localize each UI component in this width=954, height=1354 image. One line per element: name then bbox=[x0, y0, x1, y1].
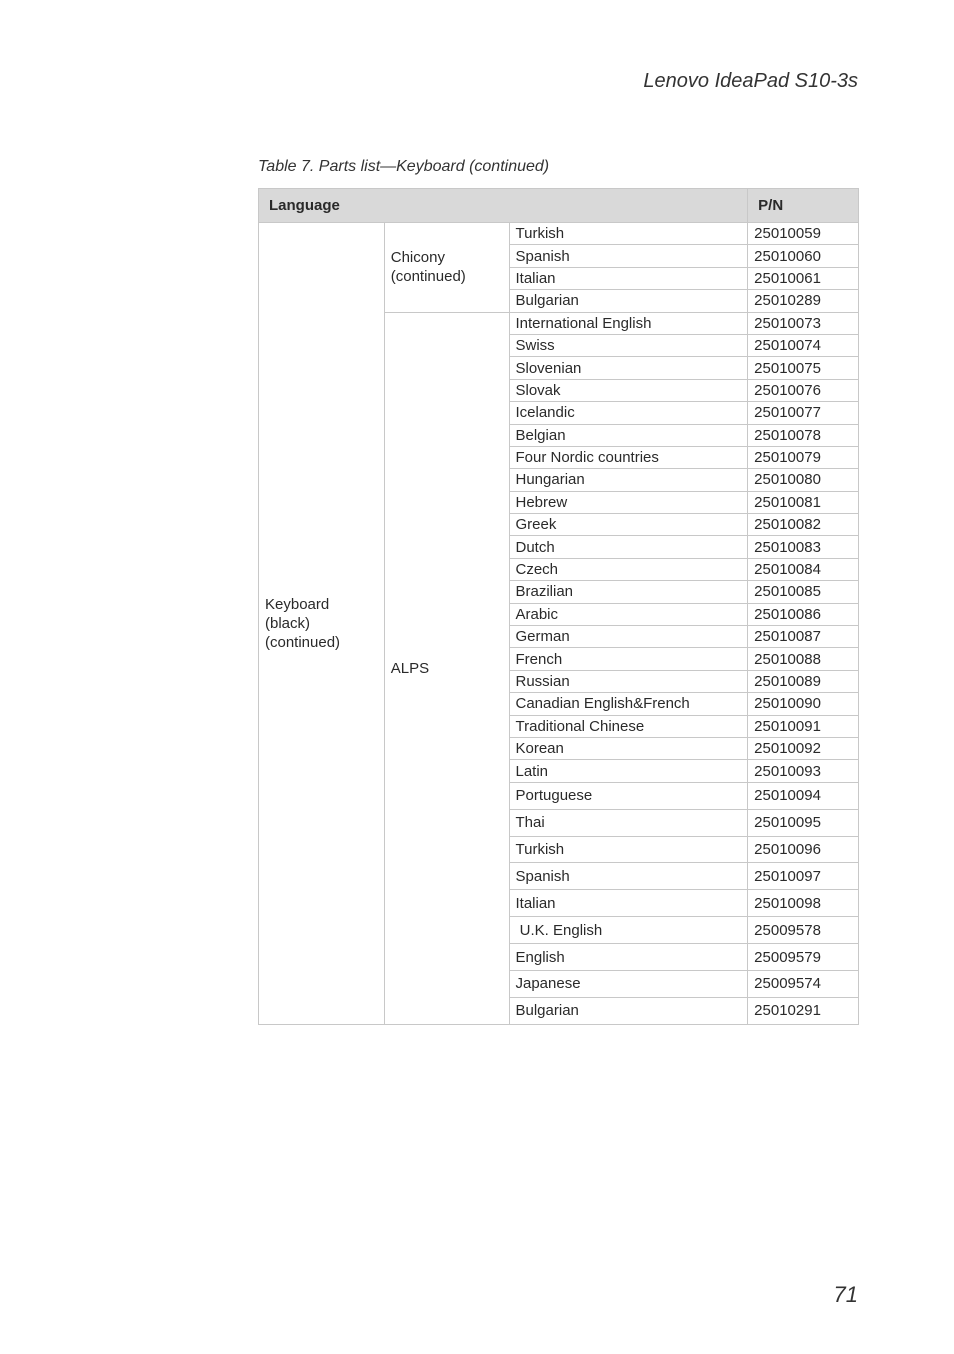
part-number-cell: 25010289 bbox=[748, 290, 859, 312]
language-cell: Traditional Chinese bbox=[509, 715, 748, 737]
language-cell: Spanish bbox=[509, 245, 748, 267]
part-number-cell: 25010094 bbox=[748, 782, 859, 809]
part-number-cell: 25010083 bbox=[748, 536, 859, 558]
language-cell: Belgian bbox=[509, 424, 748, 446]
part-number-cell: 25010091 bbox=[748, 715, 859, 737]
language-cell: Bulgarian bbox=[509, 290, 748, 312]
language-cell: Canadian English&French bbox=[509, 693, 748, 715]
part-number-cell: 25010061 bbox=[748, 267, 859, 289]
part-number-cell: 25010081 bbox=[748, 491, 859, 513]
language-cell: U.K. English bbox=[509, 917, 748, 944]
language-cell: Arabic bbox=[509, 603, 748, 625]
part-number-cell: 25010093 bbox=[748, 760, 859, 782]
part-number-cell: 25010095 bbox=[748, 809, 859, 836]
language-cell: Bulgarian bbox=[509, 997, 748, 1024]
table-header-row bbox=[259, 189, 859, 223]
parts-table bbox=[258, 188, 859, 1025]
part-number-cell: 25010074 bbox=[748, 334, 859, 356]
language-cell: French bbox=[509, 648, 748, 670]
vendor-cell: ALPS bbox=[384, 312, 509, 1024]
part-number-cell: 25009578 bbox=[748, 917, 859, 944]
language-cell: German bbox=[509, 626, 748, 648]
parts-table-body bbox=[259, 223, 859, 1025]
language-cell: Brazilian bbox=[509, 581, 748, 603]
language-cell: Swiss bbox=[509, 334, 748, 356]
part-number-cell: 25010086 bbox=[748, 603, 859, 625]
part-number-cell: 25010075 bbox=[748, 357, 859, 379]
language-cell: Slovenian bbox=[509, 357, 748, 379]
language-cell: Dutch bbox=[509, 536, 748, 558]
language-cell: Turkish bbox=[509, 836, 748, 863]
part-number-cell: 25010291 bbox=[748, 997, 859, 1024]
language-cell: English bbox=[509, 944, 748, 971]
language-cell: Icelandic bbox=[509, 402, 748, 424]
part-number-cell: 25010082 bbox=[748, 514, 859, 536]
language-cell: Italian bbox=[509, 267, 748, 289]
part-number-cell: 25010089 bbox=[748, 670, 859, 692]
part-number-cell: 25009574 bbox=[748, 971, 859, 998]
pn-column-header: P/N bbox=[748, 189, 859, 223]
language-cell: Slovak bbox=[509, 379, 748, 401]
part-number-cell: 25010060 bbox=[748, 245, 859, 267]
language-cell: Spanish bbox=[509, 863, 748, 890]
part-number-cell: 25010078 bbox=[748, 424, 859, 446]
part-number-cell: 25009579 bbox=[748, 944, 859, 971]
table-caption: Table 7. Parts list—Keyboard (continued) bbox=[258, 158, 550, 175]
part-number-cell: 25010084 bbox=[748, 558, 859, 580]
part-number-cell: 25010092 bbox=[748, 737, 859, 759]
vendor-cell: Chicony (continued) bbox=[384, 223, 509, 313]
language-cell: Russian bbox=[509, 670, 748, 692]
language-cell: Czech bbox=[509, 558, 748, 580]
part-number-cell: 25010073 bbox=[748, 312, 859, 334]
language-cell: Korean bbox=[509, 737, 748, 759]
language-cell: Four Nordic countries bbox=[509, 446, 748, 468]
language-cell: Thai bbox=[509, 809, 748, 836]
language-cell: Hungarian bbox=[509, 469, 748, 491]
language-cell: International English bbox=[509, 312, 748, 334]
language-cell: Latin bbox=[509, 760, 748, 782]
part-number-cell: 25010097 bbox=[748, 863, 859, 890]
part-number-cell: 25010087 bbox=[748, 626, 859, 648]
part-number-cell: 25010085 bbox=[748, 581, 859, 603]
language-column-header: Language bbox=[259, 189, 748, 223]
language-cell: Portuguese bbox=[509, 782, 748, 809]
keyboard-group-cell: Keyboard (black) (continued) bbox=[259, 223, 385, 1025]
language-cell: Greek bbox=[509, 514, 748, 536]
part-number-cell: 25010096 bbox=[748, 836, 859, 863]
document-header-title: Lenovo IdeaPad S10-3s bbox=[643, 70, 858, 92]
language-cell: Italian bbox=[509, 890, 748, 917]
language-cell: Hebrew bbox=[509, 491, 748, 513]
part-number-cell: 25010080 bbox=[748, 469, 859, 491]
part-number-cell: 25010076 bbox=[748, 379, 859, 401]
table-row bbox=[259, 223, 859, 245]
part-number-cell: 25010079 bbox=[748, 446, 859, 468]
part-number-cell: 25010077 bbox=[748, 402, 859, 424]
page-number: 71 bbox=[833, 1282, 858, 1307]
part-number-cell: 25010088 bbox=[748, 648, 859, 670]
language-cell: Japanese bbox=[509, 971, 748, 998]
part-number-cell: 25010090 bbox=[748, 693, 859, 715]
part-number-cell: 25010098 bbox=[748, 890, 859, 917]
part-number-cell: 25010059 bbox=[748, 223, 859, 245]
language-cell: Turkish bbox=[509, 223, 748, 245]
